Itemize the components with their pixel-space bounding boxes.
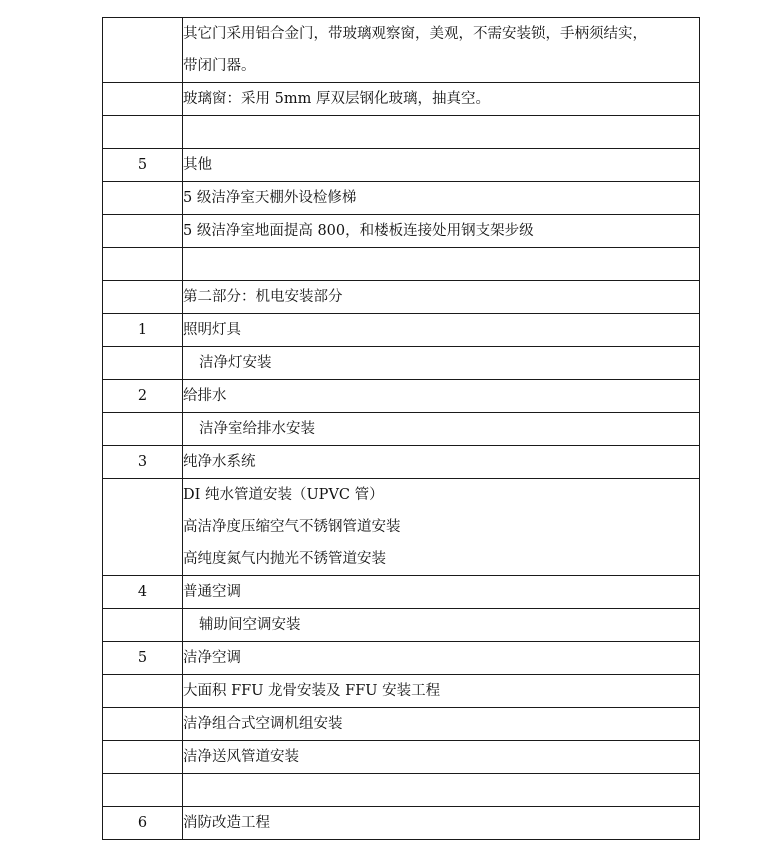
table-row <box>103 413 700 446</box>
row-text: 其它门采用铝合金门，带玻璃观察窗，美观，不需安装锁，手柄须结实， <box>183 26 647 42</box>
row-content <box>183 446 700 479</box>
table-row <box>103 380 700 413</box>
row-text: 纯净水系统 <box>183 454 256 470</box>
row-text: 带闭门器。 <box>183 58 256 74</box>
row-text: 玻璃窗：采用 5mm 厚双层钢化玻璃，抽真空。 <box>183 91 490 107</box>
table-row <box>103 741 700 774</box>
row-text <box>183 248 699 280</box>
row-text: 辅助间空调安装 <box>199 617 301 633</box>
row-number <box>103 182 183 215</box>
row-text: 照明灯具 <box>183 322 241 338</box>
section-heading: 第二部分：机电安装部分 <box>183 289 343 305</box>
row-number <box>103 741 183 774</box>
table-row <box>103 116 700 149</box>
row-content <box>183 18 700 83</box>
row-text: 洁净室给排水安装 <box>199 421 315 437</box>
row-number: 5 <box>103 642 183 675</box>
row-text: 洁净组合式空调机组安装 <box>183 716 343 732</box>
table-row <box>103 314 700 347</box>
row-text <box>183 774 699 806</box>
row-number <box>103 215 183 248</box>
row-content <box>183 774 700 807</box>
row-content <box>183 347 700 380</box>
row-content <box>183 380 700 413</box>
row-content <box>183 609 700 642</box>
row-text: 消防改造工程 <box>183 815 270 831</box>
row-content <box>183 116 700 149</box>
row-content <box>183 708 700 741</box>
row-number: 4 <box>103 576 183 609</box>
row-number: 5 <box>103 149 183 182</box>
row-number <box>103 248 183 281</box>
table-row <box>103 479 700 576</box>
row-number: 2 <box>103 380 183 413</box>
row-text: 洁净空调 <box>183 650 241 666</box>
table-row <box>103 248 700 281</box>
row-content <box>183 149 700 182</box>
row-number <box>103 675 183 708</box>
row-number <box>103 281 183 314</box>
row-number <box>103 347 183 380</box>
table-row <box>103 215 700 248</box>
table-row <box>103 18 700 83</box>
row-content <box>183 215 700 248</box>
row-content <box>183 741 700 774</box>
row-content <box>183 248 700 281</box>
row-text: 高纯度氮气内抛光不锈管道安装 <box>183 551 386 567</box>
row-number <box>103 83 183 116</box>
row-text: 普通空调 <box>183 584 241 600</box>
table-row <box>103 576 700 609</box>
row-number <box>103 774 183 807</box>
row-text: 洁净灯安装 <box>199 355 272 371</box>
table-row <box>103 774 700 807</box>
row-content <box>183 675 700 708</box>
table-row <box>103 182 700 215</box>
row-content <box>183 182 700 215</box>
table-row <box>103 609 700 642</box>
row-content <box>183 83 700 116</box>
row-text: 洁净送风管道安装 <box>183 749 299 765</box>
row-number <box>103 479 183 576</box>
row-content <box>183 314 700 347</box>
row-text: 大面积 FFU 龙骨安装及 FFU 安装工程 <box>183 683 441 699</box>
table-row <box>103 149 700 182</box>
table-row <box>103 675 700 708</box>
row-text: 5 级洁净室天棚外设检修梯 <box>183 190 357 206</box>
row-content <box>183 479 700 576</box>
row-number <box>103 18 183 83</box>
row-number <box>103 116 183 149</box>
row-number: 3 <box>103 446 183 479</box>
row-text: 高洁净度压缩空气不锈钢管道安装 <box>183 519 401 535</box>
table-row <box>103 446 700 479</box>
row-content <box>183 576 700 609</box>
row-number <box>103 413 183 446</box>
row-content <box>183 807 700 840</box>
row-number <box>103 609 183 642</box>
row-text: 给排水 <box>183 388 227 404</box>
row-text: 其他 <box>183 157 212 173</box>
row-content <box>183 281 700 314</box>
table-row <box>103 347 700 380</box>
table-row <box>103 83 700 116</box>
table-row <box>103 807 700 840</box>
row-content <box>183 413 700 446</box>
table-row <box>103 708 700 741</box>
row-number <box>103 708 183 741</box>
table-row <box>103 642 700 675</box>
row-content <box>183 642 700 675</box>
spec-table <box>102 17 700 840</box>
table-row <box>103 281 700 314</box>
row-text: DI 纯水管道安装（UPVC 管） <box>183 487 384 503</box>
row-text <box>183 116 699 148</box>
row-number: 1 <box>103 314 183 347</box>
row-number: 6 <box>103 807 183 840</box>
row-text: 5 级洁净室地面提高 800，和楼板连接处用钢支架步级 <box>183 223 534 239</box>
